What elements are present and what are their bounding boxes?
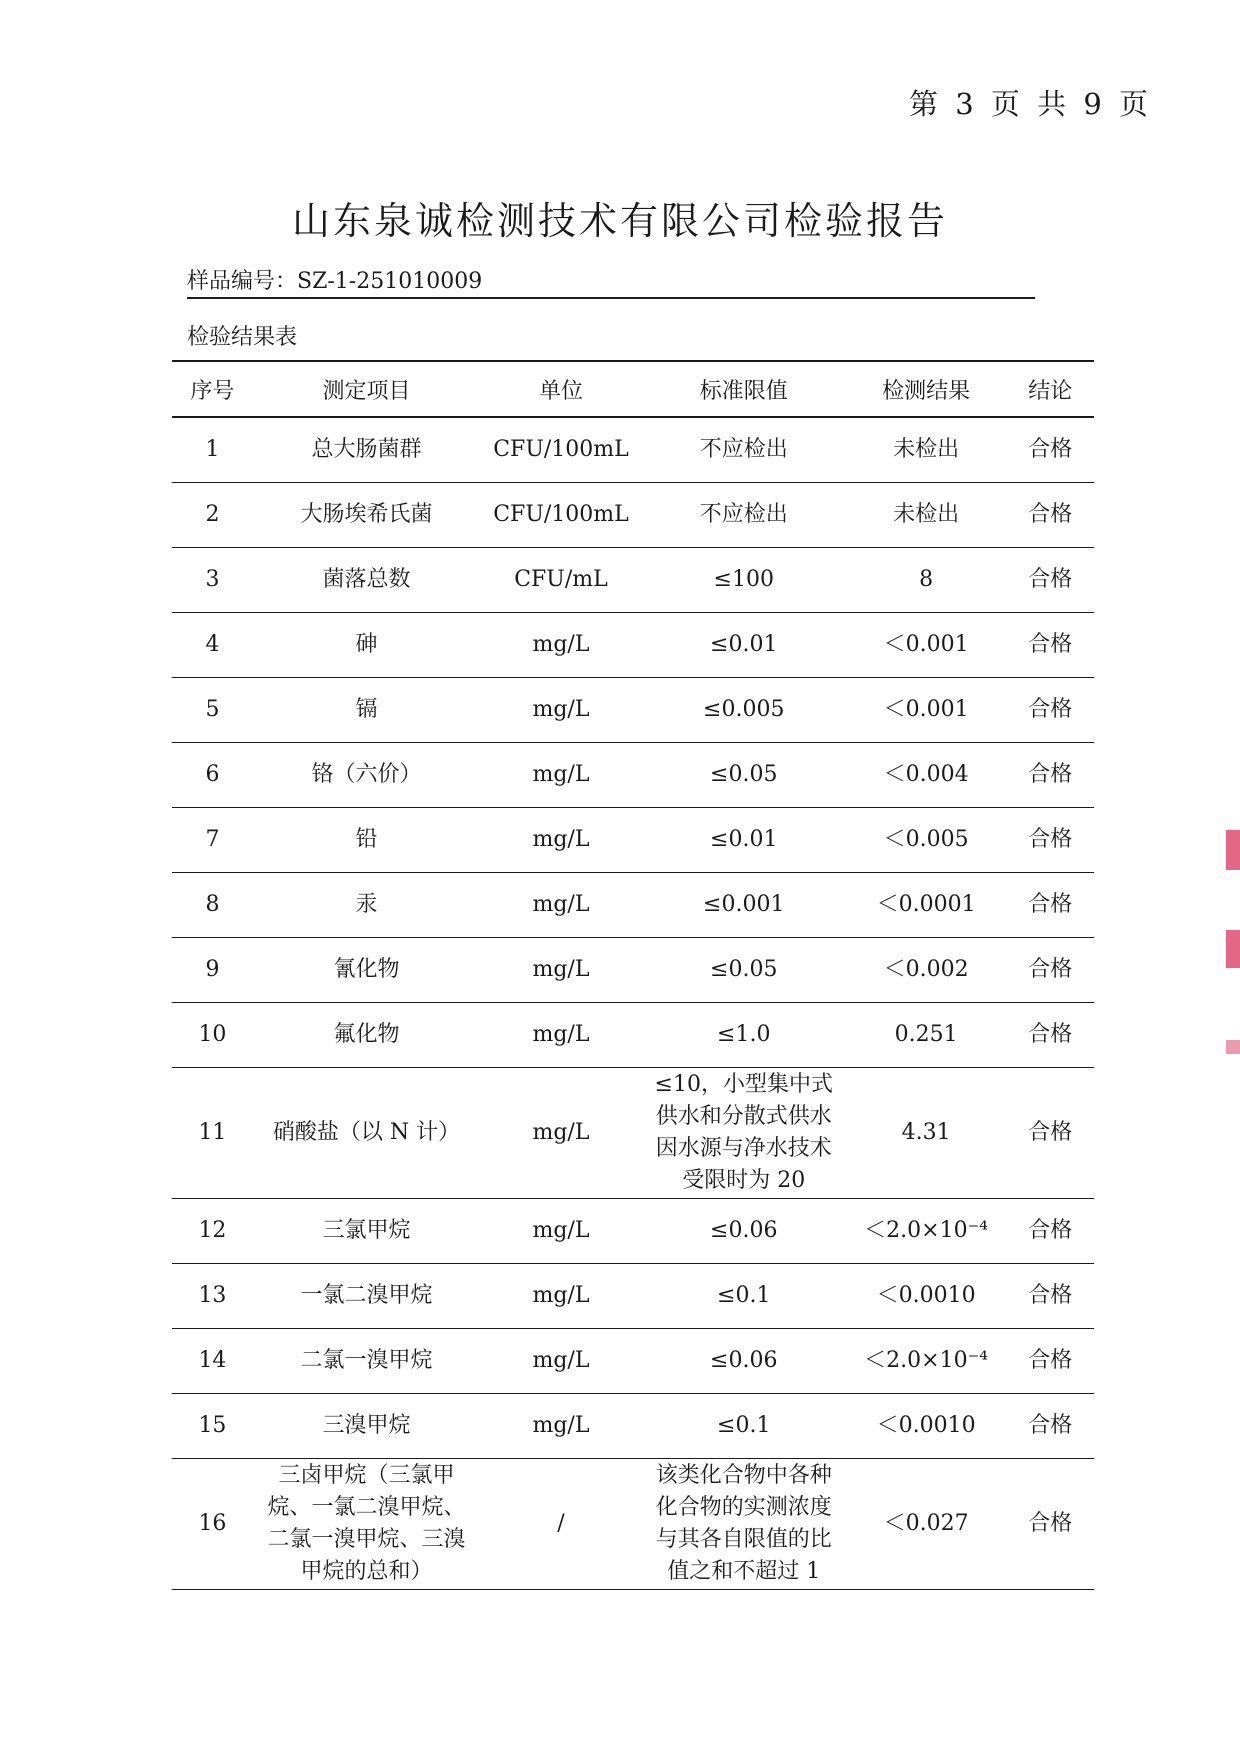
cell-result: ＜0.005 xyxy=(846,808,1007,873)
cell-verdict: 合格 xyxy=(1006,1264,1094,1329)
table-row xyxy=(172,1459,1094,1590)
table-row xyxy=(172,808,1094,873)
cell-item: 砷 xyxy=(253,613,480,678)
cell-no: 13 xyxy=(172,1264,253,1329)
sample-number-label: 样品编号： xyxy=(187,269,298,294)
cell-limit: ≤0.01 xyxy=(642,613,846,678)
cell-item: 汞 xyxy=(253,873,480,938)
cell-result: ＜2.0×10⁻⁴ xyxy=(846,1329,1007,1394)
cell-limit: 不应检出 xyxy=(642,483,846,548)
cell-no: 7 xyxy=(172,808,253,873)
cell-limit: ≤0.05 xyxy=(642,938,846,1003)
cell-no: 3 xyxy=(172,548,253,613)
cell-item: 二氯一溴甲烷 xyxy=(253,1329,480,1394)
cell-result: ＜0.0001 xyxy=(846,873,1007,938)
cell-unit: mg/L xyxy=(480,1199,642,1264)
cell-verdict: 合格 xyxy=(1006,1068,1094,1199)
cell-verdict: 合格 xyxy=(1006,417,1094,483)
cell-no: 8 xyxy=(172,873,253,938)
cell-result: ＜0.0010 xyxy=(846,1394,1007,1459)
cell-no: 12 xyxy=(172,1199,253,1264)
cell-unit: mg/L xyxy=(480,938,642,1003)
table-row xyxy=(172,613,1094,678)
cell-unit: CFU/100mL xyxy=(480,483,642,548)
cell-unit: mg/L xyxy=(480,1003,642,1068)
sample-number-value: SZ-1-251010009 xyxy=(297,269,483,294)
cell-limit: 该类化合物中各种化合物的实测浓度与其各自限值的比值之和不超过 1 xyxy=(642,1459,846,1590)
cell-result: ＜2.0×10⁻⁴ xyxy=(846,1199,1007,1264)
cell-unit: mg/L xyxy=(480,808,642,873)
cell-item: 氟化物 xyxy=(253,1003,480,1068)
cell-verdict: 合格 xyxy=(1006,613,1094,678)
table-row xyxy=(172,938,1094,1003)
cell-result: 未检出 xyxy=(846,483,1007,548)
cell-no: 5 xyxy=(172,678,253,743)
cell-item: 三氯甲烷 xyxy=(253,1199,480,1264)
cell-item: 铬（六价） xyxy=(253,743,480,808)
cell-verdict: 合格 xyxy=(1006,1329,1094,1394)
cell-item: 菌落总数 xyxy=(253,548,480,613)
cell-item: 三卤甲烷（三氯甲烷、一氯二溴甲烷、二氯一溴甲烷、三溴甲烷的总和） xyxy=(253,1459,480,1590)
section-label: 检验结果表 xyxy=(187,325,298,350)
cell-no: 10 xyxy=(172,1003,253,1068)
header-verdict: 结论 xyxy=(1006,361,1094,417)
cell-limit: ≤0.1 xyxy=(642,1264,846,1329)
cell-verdict: 合格 xyxy=(1006,1199,1094,1264)
cell-no: 14 xyxy=(172,1329,253,1394)
cell-limit: ≤0.01 xyxy=(642,808,846,873)
cell-no: 9 xyxy=(172,938,253,1003)
cell-result: ＜0.002 xyxy=(846,938,1007,1003)
cell-unit: mg/L xyxy=(480,613,642,678)
header-no: 序号 xyxy=(172,361,253,417)
cell-no: 15 xyxy=(172,1394,253,1459)
cell-item: 硝酸盐（以 N 计） xyxy=(253,1068,480,1199)
header-result: 检测结果 xyxy=(846,361,1007,417)
cell-no: 6 xyxy=(172,743,253,808)
cell-unit: mg/L xyxy=(480,1394,642,1459)
cell-unit: mg/L xyxy=(480,873,642,938)
cell-limit: ≤10，小型集中式供水和分散式供水因水源与净水技术受限时为 20 xyxy=(642,1068,846,1199)
cell-unit: mg/L xyxy=(480,1329,642,1394)
cell-no: 4 xyxy=(172,613,253,678)
header-row xyxy=(172,361,1094,417)
table-row xyxy=(172,1329,1094,1394)
cell-unit: mg/L xyxy=(480,1068,642,1199)
cell-result: ＜0.027 xyxy=(846,1459,1007,1590)
cell-no: 16 xyxy=(172,1459,253,1590)
table-row xyxy=(172,1264,1094,1329)
cell-limit: ≤0.06 xyxy=(642,1329,846,1394)
cell-no: 1 xyxy=(172,417,253,483)
cell-item: 铅 xyxy=(253,808,480,873)
cell-limit: 不应检出 xyxy=(642,417,846,483)
cell-limit: ≤0.06 xyxy=(642,1199,846,1264)
results-table xyxy=(172,360,1094,1590)
seal-fragment xyxy=(1226,930,1240,968)
cell-unit: mg/L xyxy=(480,743,642,808)
cell-limit: ≤0.005 xyxy=(642,678,846,743)
cell-limit: ≤0.1 xyxy=(642,1394,846,1459)
cell-verdict: 合格 xyxy=(1006,678,1094,743)
cell-result: 未检出 xyxy=(846,417,1007,483)
cell-verdict: 合格 xyxy=(1006,1459,1094,1590)
sample-number-line xyxy=(187,264,1035,299)
page-number: 第 3 页 共 9 页 xyxy=(909,87,1152,121)
cell-unit: / xyxy=(480,1459,642,1590)
table-row xyxy=(172,678,1094,743)
table-row xyxy=(172,1068,1094,1199)
cell-item: 一氯二溴甲烷 xyxy=(253,1264,480,1329)
cell-item: 氰化物 xyxy=(253,938,480,1003)
table-row xyxy=(172,417,1094,483)
cell-result: 8 xyxy=(846,548,1007,613)
cell-no: 11 xyxy=(172,1068,253,1199)
cell-unit: mg/L xyxy=(480,1264,642,1329)
seal-fragment xyxy=(1226,1040,1240,1054)
cell-result: 4.31 xyxy=(846,1068,1007,1199)
cell-unit: CFU/mL xyxy=(480,548,642,613)
table-row xyxy=(172,873,1094,938)
cell-verdict: 合格 xyxy=(1006,548,1094,613)
cell-limit: ≤1.0 xyxy=(642,1003,846,1068)
table-row xyxy=(172,743,1094,808)
header-unit: 单位 xyxy=(480,361,642,417)
cell-limit: ≤100 xyxy=(642,548,846,613)
cell-limit: ≤0.05 xyxy=(642,743,846,808)
cell-item: 大肠埃希氏菌 xyxy=(253,483,480,548)
table-row xyxy=(172,1394,1094,1459)
cell-result: ＜0.0010 xyxy=(846,1264,1007,1329)
cell-verdict: 合格 xyxy=(1006,483,1094,548)
cell-verdict: 合格 xyxy=(1006,1003,1094,1068)
cell-verdict: 合格 xyxy=(1006,743,1094,808)
cell-item: 总大肠菌群 xyxy=(253,417,480,483)
cell-result: 0.251 xyxy=(846,1003,1007,1068)
cell-limit: ≤0.001 xyxy=(642,873,846,938)
cell-verdict: 合格 xyxy=(1006,808,1094,873)
table-row xyxy=(172,1003,1094,1068)
cell-result: ＜0.004 xyxy=(846,743,1007,808)
table-row xyxy=(172,548,1094,613)
cell-verdict: 合格 xyxy=(1006,938,1094,1003)
cell-verdict: 合格 xyxy=(1006,1394,1094,1459)
cell-no: 2 xyxy=(172,483,253,548)
header-limit: 标准限值 xyxy=(642,361,846,417)
cell-item: 镉 xyxy=(253,678,480,743)
report-title: 山东泉诚检测技术有限公司检验报告 xyxy=(291,199,948,243)
table-row xyxy=(172,1199,1094,1264)
cell-unit: CFU/100mL xyxy=(480,417,642,483)
cell-result: ＜0.001 xyxy=(846,678,1007,743)
header-item: 测定项目 xyxy=(253,361,480,417)
cell-verdict: 合格 xyxy=(1006,873,1094,938)
cell-result: ＜0.001 xyxy=(846,613,1007,678)
cell-unit: mg/L xyxy=(480,678,642,743)
table-row xyxy=(172,483,1094,548)
seal-fragment xyxy=(1226,830,1240,870)
cell-item: 三溴甲烷 xyxy=(253,1394,480,1459)
